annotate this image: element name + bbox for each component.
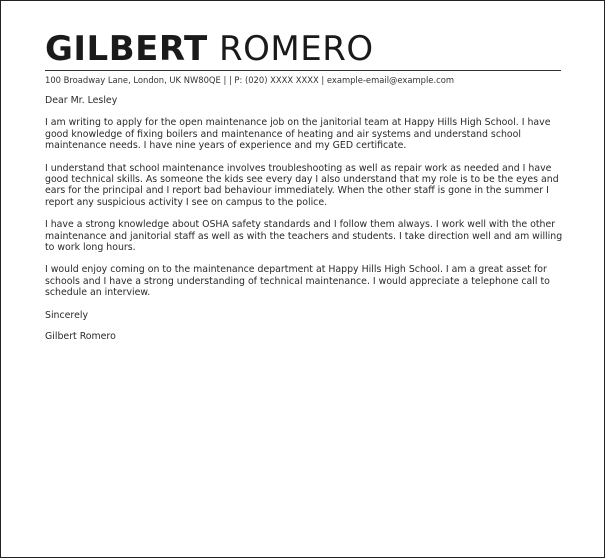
paragraph-1: I am writing to apply for the open maintenance job on the janitorial team at Happy Hills High School. I have good knowledge of fixing boilers and maintenance of heating and air systems and understand school maintenance needs. I have nine years of experience and my GED certificate. bbox=[45, 117, 551, 152]
sender-last-name: ROMERO bbox=[219, 29, 374, 69]
header-divider bbox=[45, 70, 561, 71]
contact-line: 100 Broadway Lane, London, UK NW80QE | | P: (020) XXXX XXXX | example-email@example.com bbox=[45, 75, 454, 85]
salutation: Dear Mr. Lesley bbox=[45, 95, 118, 106]
paragraph-2: I understand that school maintenance involves troubleshooting as well as repair work as needed and I have good technical skills. As someone the kids see every day I also understand that my role is to be the eyes and ears for the principal and I report bad behaviour immediately. When the other staff is gone in the summer I report any suspicious activity I see on campus to the police. bbox=[45, 162, 559, 208]
letterhead bbox=[45, 30, 565, 86]
paragraph-4: I would enjoy coming on to the maintenance department at Happy Hills High School. I am a great asset for schools and I have a strong understanding of technical maintenance. I would appreciate a telephone call to schedule an interview. bbox=[45, 264, 550, 299]
sender-name bbox=[45, 30, 565, 68]
signature-name: Gilbert Romero bbox=[45, 331, 116, 343]
paragraph-3: I have a strong knowledge about OSHA safety standards and I follow them always. I work well with the other maintenance and janitorial staff as well as with the teachers and students. I take direction well and am willing to work long hours. bbox=[45, 219, 563, 254]
closing: Sincerely bbox=[45, 309, 88, 321]
sender-first-name: GILBERT bbox=[45, 29, 208, 69]
letter-body bbox=[45, 95, 565, 354]
